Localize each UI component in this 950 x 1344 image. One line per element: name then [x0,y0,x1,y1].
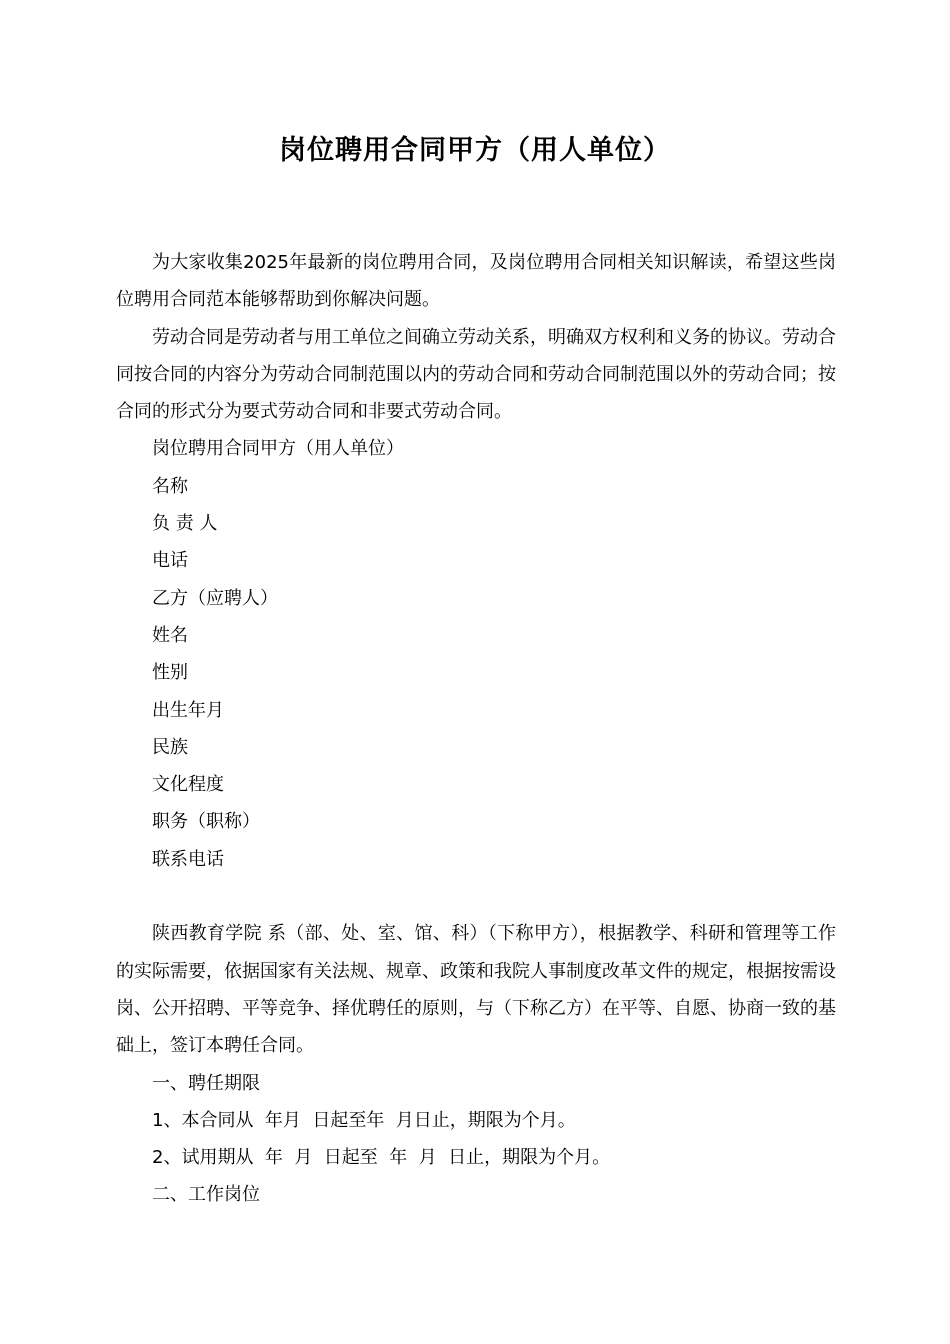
field-position-title: 职务（职称） [152,811,260,833]
clause-1: 1、本合同从 年月 日起至年 月日止，期限为个月。 [152,1109,576,1131]
field-ethnicity: 民族 [152,736,188,758]
section-2-heading: 二、工作岗位 [152,1184,260,1206]
field-full-name: 姓名 [152,624,188,646]
field-name: 名称 [152,475,188,497]
document-body [116,244,836,1214]
field-party-a-heading: 岗位聘用合同甲方（用人单位） [152,438,404,460]
field-phone: 电话 [152,550,188,572]
field-birth-date: 出生年月 [152,699,224,721]
section-1-heading: 一、聘任期限 [152,1072,260,1094]
clause-2: 2、试用期从 年 月 日起至 年 月 日止，期限为个月。 [152,1147,611,1169]
field-education: 文化程度 [152,774,224,796]
field-party-b-heading: 乙方（应聘人） [152,587,278,609]
field-contact-phone: 联系电话 [152,848,224,870]
field-gender: 性别 [152,662,188,684]
blank-line [116,878,836,915]
intro-paragraph-2: 劳动合同是劳动者与用工单位之间确立劳动关系，明确双方权利和义务的协议。劳动合同按合同的内容分为劳动合同制范围以内的劳动合同和劳动合同制范围以外的劳动合同；按合同的形式分为要式劳动合同和非要式劳动合同。 [116,326,836,423]
main-paragraph: 陕西教育学院 系（部、处、室、馆、科）（下称甲方），根据教学、科研和管理等工作的实际需要，依据国家有关法规、规章、政策和我院人事制度改革文件的规定，根据按需设岗、公开招聘、平等竞争、择优聘任的原则，与（下称乙方）在平等、自愿、协商一致的基础上，签订本聘任合同。 [116,923,836,1057]
document-title: 岗位聘用合同甲方（用人单位） [279,135,671,166]
field-person-in-charge: 负 责 人 [152,513,218,535]
intro-paragraph-1: 为大家收集2025年最新的岗位聘用合同，及岗位聘用合同相关知识解读，希望这些岗位聘用合同范本能够帮助到你解决问题。 [116,252,836,311]
